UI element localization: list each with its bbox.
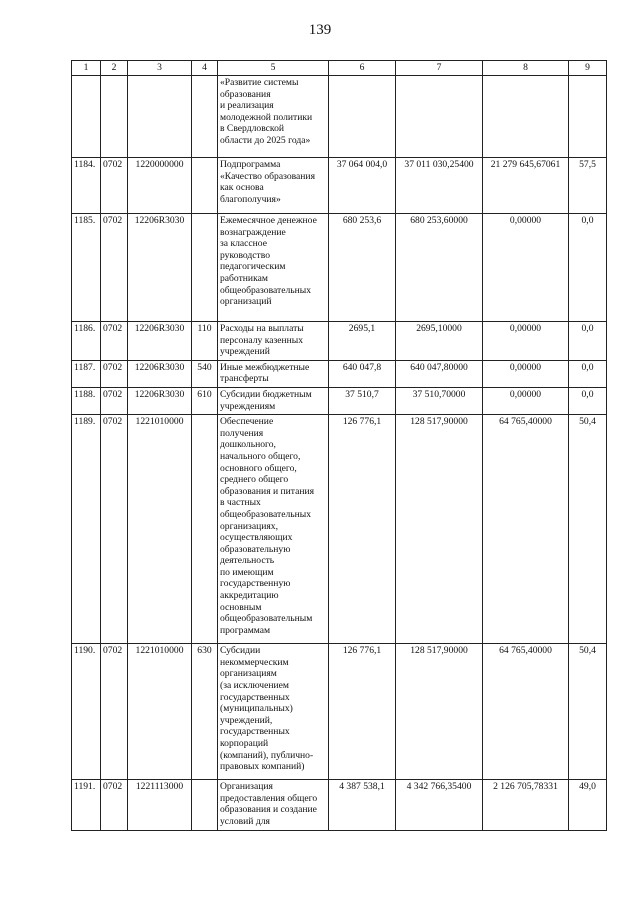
description-line: работникам bbox=[220, 272, 268, 284]
column-header-2: 2 bbox=[101, 61, 128, 76]
table-body bbox=[72, 76, 607, 831]
description-line: образования и создание bbox=[220, 804, 317, 816]
section-code-cell: 0702 bbox=[101, 158, 128, 214]
description-line: основным bbox=[220, 601, 262, 613]
description-line: дошкольного, bbox=[220, 439, 276, 451]
description-line: организациям bbox=[220, 668, 277, 680]
description-line: «Развитие системы bbox=[220, 77, 299, 88]
planned-amount-cell bbox=[396, 76, 483, 158]
expense-type-cell bbox=[192, 76, 218, 158]
budget-table bbox=[71, 60, 607, 831]
planned-amount-cell: 37 011 030,25400 bbox=[396, 158, 483, 214]
column-header-3: 3 bbox=[128, 61, 192, 76]
section-code-cell: 0702 bbox=[101, 322, 128, 361]
executed-amount-cell: 64 765,40000 bbox=[483, 415, 569, 644]
approved-amount-cell: 4 387 538,1 bbox=[329, 780, 396, 830]
column-header-7: 7 bbox=[396, 61, 483, 76]
description-line: по имеющим bbox=[220, 566, 274, 578]
description-line: «Качество образования bbox=[220, 170, 315, 182]
description-line: молодежной политики bbox=[220, 111, 313, 123]
description-line: условий для bbox=[220, 815, 270, 827]
description-line: общеобразовательных bbox=[220, 284, 311, 296]
description-line: Субсидии bbox=[220, 645, 261, 657]
executed-amount-cell: 21 279 645,67061 bbox=[483, 158, 569, 214]
description-cell bbox=[218, 415, 329, 644]
section-code-cell: 0702 bbox=[101, 387, 128, 414]
target-code-cell: 1220000000 bbox=[128, 158, 192, 214]
description-line: учреждений bbox=[220, 346, 270, 358]
row-number-cell: 1185. bbox=[72, 214, 101, 322]
description-line: аккредитацию bbox=[220, 590, 279, 602]
expense-type-cell bbox=[192, 214, 218, 322]
description-line: в Свердловской bbox=[220, 123, 285, 135]
expense-type-cell: 630 bbox=[192, 644, 218, 780]
description-line: программам bbox=[220, 624, 271, 636]
description-line: вознаграждение bbox=[220, 226, 286, 238]
table-row bbox=[72, 415, 607, 644]
description-line: образования bbox=[220, 88, 271, 100]
column-header-6: 6 bbox=[329, 61, 396, 76]
target-code-cell: 1221113000 bbox=[128, 780, 192, 830]
description-cell bbox=[218, 780, 329, 830]
description-line: организациях, bbox=[220, 520, 278, 532]
description-line: организаций bbox=[220, 296, 272, 308]
row-number-cell: 1189. bbox=[72, 415, 101, 644]
column-header-1: 1 bbox=[72, 61, 101, 76]
percent-cell: 49,0 bbox=[569, 780, 607, 830]
description-line: основного общего, bbox=[220, 462, 297, 474]
section-code-cell: 0702 bbox=[101, 214, 128, 322]
row-number-cell: 1184. bbox=[72, 158, 101, 214]
description-line: за классное bbox=[220, 238, 267, 250]
description-line: правовых компаний) bbox=[220, 761, 305, 773]
table-row bbox=[72, 360, 607, 387]
expense-type-cell: 110 bbox=[192, 322, 218, 361]
target-code-cell bbox=[128, 76, 192, 158]
executed-amount-cell: 2 126 705,78331 bbox=[483, 780, 569, 830]
approved-amount-cell: 126 776,1 bbox=[329, 644, 396, 780]
table-row bbox=[72, 780, 607, 830]
description-line: образовательную bbox=[220, 543, 291, 555]
approved-amount-cell: 37 064 004,0 bbox=[329, 158, 396, 214]
description-line: образования и питания bbox=[220, 485, 315, 497]
description-line: и реализация bbox=[220, 100, 274, 112]
percent-cell: 50,4 bbox=[569, 644, 607, 780]
description-line: государственных bbox=[220, 691, 290, 703]
description-line: общеобразовательных bbox=[220, 508, 311, 520]
executed-amount-cell: 64 765,40000 bbox=[483, 644, 569, 780]
column-header-8: 8 bbox=[483, 61, 569, 76]
target-code-cell: 12206R3030 bbox=[128, 360, 192, 387]
target-code-cell: 12206R3030 bbox=[128, 387, 192, 414]
column-header-5: 5 bbox=[218, 61, 329, 76]
table-row bbox=[72, 214, 607, 322]
expense-type-cell: 540 bbox=[192, 360, 218, 387]
table-row bbox=[72, 644, 607, 780]
description-line: (муниципальных) bbox=[220, 703, 293, 715]
description-line: Подпрограмма bbox=[220, 159, 281, 170]
description-cell bbox=[218, 76, 329, 158]
planned-amount-cell: 640 047,80000 bbox=[396, 360, 483, 387]
section-code-cell: 0702 bbox=[101, 415, 128, 644]
description-line: общеобразовательным bbox=[220, 613, 313, 625]
description-cell bbox=[218, 214, 329, 322]
section-code-cell: 0702 bbox=[101, 644, 128, 780]
description-line: предоставления общего bbox=[220, 792, 318, 804]
row-number-cell: 1186. bbox=[72, 322, 101, 361]
percent-cell bbox=[569, 76, 607, 158]
description-line: в частных bbox=[220, 497, 261, 509]
approved-amount-cell: 680 253,6 bbox=[329, 214, 396, 322]
table-row bbox=[72, 158, 607, 214]
row-number-cell: 1188. bbox=[72, 387, 101, 414]
description-cell bbox=[218, 322, 329, 361]
description-cell bbox=[218, 158, 329, 214]
description-line: деятельность bbox=[220, 555, 275, 567]
planned-amount-cell: 4 342 766,35400 bbox=[396, 780, 483, 830]
executed-amount-cell: 0,00000 bbox=[483, 322, 569, 361]
description-line: как основа bbox=[220, 182, 264, 194]
description-line: некоммерческим bbox=[220, 656, 289, 668]
table-row bbox=[72, 76, 607, 158]
description-line: учреждениям bbox=[220, 400, 276, 412]
section-code-cell: 0702 bbox=[101, 360, 128, 387]
expense-type-cell bbox=[192, 158, 218, 214]
description-cell bbox=[218, 360, 329, 387]
description-line: персоналу казенных bbox=[220, 334, 304, 346]
description-line: государственную bbox=[220, 578, 291, 590]
approved-amount-cell: 37 510,7 bbox=[329, 387, 396, 414]
description-line: Ежемесячное денежное bbox=[220, 215, 317, 226]
description-line: (компаний), публично- bbox=[220, 749, 314, 761]
planned-amount-cell: 128 517,90000 bbox=[396, 644, 483, 780]
expense-type-cell bbox=[192, 780, 218, 830]
description-line: Организация bbox=[220, 781, 273, 793]
approved-amount-cell: 640 047,8 bbox=[329, 360, 396, 387]
target-code-cell: 12206R3030 bbox=[128, 322, 192, 361]
page-number: 139 bbox=[308, 22, 332, 38]
description-line: Субсидии бюджетным bbox=[220, 388, 312, 400]
expense-type-cell: 610 bbox=[192, 387, 218, 414]
percent-cell: 0,0 bbox=[569, 360, 607, 387]
approved-amount-cell bbox=[329, 76, 396, 158]
percent-cell: 57,5 bbox=[569, 158, 607, 214]
section-code-cell: 0702 bbox=[101, 780, 128, 830]
planned-amount-cell: 128 517,90000 bbox=[396, 415, 483, 644]
description-line: начального общего, bbox=[220, 450, 301, 462]
table-row bbox=[72, 387, 607, 414]
row-number-cell: 1187. bbox=[72, 360, 101, 387]
column-header-4: 4 bbox=[192, 61, 218, 76]
approved-amount-cell: 2695,1 bbox=[329, 322, 396, 361]
description-line: благополучия» bbox=[220, 193, 281, 205]
description-line: Иные межбюджетные bbox=[220, 361, 310, 373]
percent-cell: 0,0 bbox=[569, 322, 607, 361]
target-code-cell: 1221010000 bbox=[128, 415, 192, 644]
percent-cell: 0,0 bbox=[569, 214, 607, 322]
description-line: среднего общего bbox=[220, 474, 289, 486]
executed-amount-cell: 0,00000 bbox=[483, 387, 569, 414]
planned-amount-cell: 37 510,70000 bbox=[396, 387, 483, 414]
description-cell bbox=[218, 387, 329, 414]
description-line: государственных bbox=[220, 726, 290, 738]
description-line: Обеспечение bbox=[220, 416, 274, 428]
table-row bbox=[72, 322, 607, 361]
description-line: Расходы на выплаты bbox=[220, 323, 304, 334]
description-line: корпораций bbox=[220, 737, 269, 749]
percent-cell: 50,4 bbox=[569, 415, 607, 644]
column-number-row bbox=[72, 61, 607, 76]
expense-type-cell bbox=[192, 415, 218, 644]
description-line: трансферты bbox=[220, 373, 269, 385]
description-line: осуществляющих bbox=[220, 532, 293, 544]
section-code-cell bbox=[101, 76, 128, 158]
description-line: получения bbox=[220, 427, 264, 439]
description-line: руководство bbox=[220, 249, 271, 261]
executed-amount-cell bbox=[483, 76, 569, 158]
row-number-cell: 1190. bbox=[72, 644, 101, 780]
description-line: учреждений, bbox=[220, 714, 273, 726]
description-line: области до 2025 года» bbox=[220, 134, 311, 146]
planned-amount-cell: 680 253,60000 bbox=[396, 214, 483, 322]
row-number-cell: 1191. bbox=[72, 780, 101, 830]
description-cell bbox=[218, 644, 329, 780]
approved-amount-cell: 126 776,1 bbox=[329, 415, 396, 644]
executed-amount-cell: 0,00000 bbox=[483, 360, 569, 387]
column-header-9: 9 bbox=[569, 61, 607, 76]
description-line: (за исключением bbox=[220, 679, 289, 691]
target-code-cell: 12206R3030 bbox=[128, 214, 192, 322]
target-code-cell: 1221010000 bbox=[128, 644, 192, 780]
description-line: педагогическим bbox=[220, 261, 286, 273]
planned-amount-cell: 2695,10000 bbox=[396, 322, 483, 361]
row-number-cell bbox=[72, 76, 101, 158]
percent-cell: 0,0 bbox=[569, 387, 607, 414]
executed-amount-cell: 0,00000 bbox=[483, 214, 569, 322]
